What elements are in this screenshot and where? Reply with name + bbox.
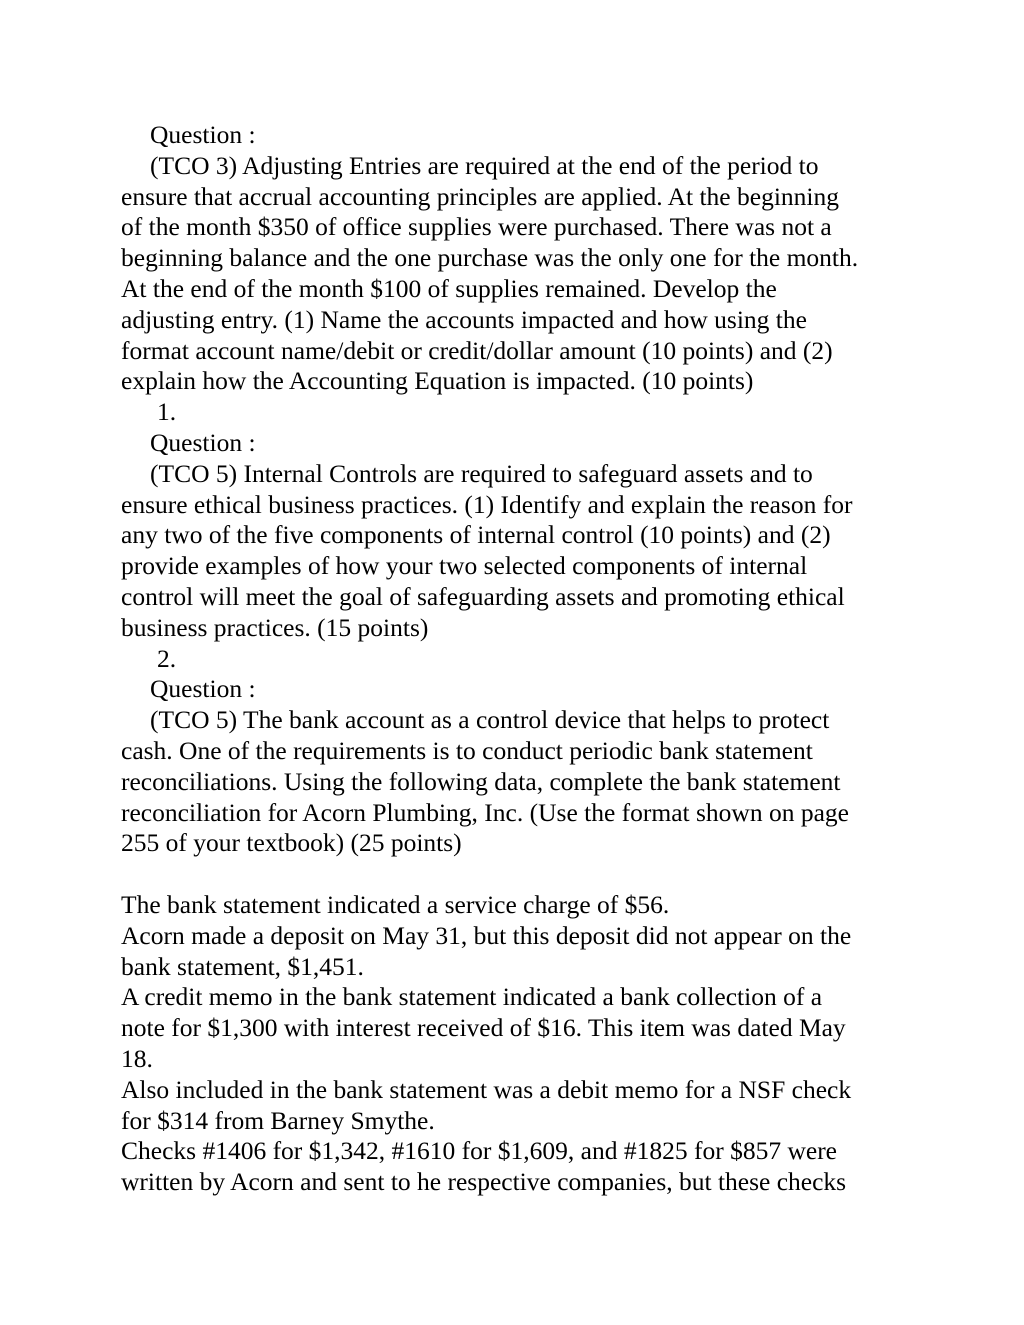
question-1-text-line: adjusting entry. (1) Name the accounts impacted and how using the (121, 304, 807, 334)
question-2-text-line: any two of the five components of internal control (10 points) and (2) (121, 520, 831, 550)
data-line: 18. (121, 1043, 153, 1073)
question-2-text-line: ensure ethical business practices. (1) Identify and explain the reason for (121, 489, 853, 519)
question-1-text-line: explain how the Accounting Equation is impacted. (10 points) (121, 366, 754, 396)
question-1-text-line: ensure that accrual accounting principles are applied. At the beginning (121, 181, 839, 211)
question-3-text-line: reconciliation for Acorn Plumbing, Inc. (Use the format shown on page (121, 797, 849, 827)
data-line: for $314 from Barney Smythe. (121, 1105, 435, 1135)
question-2-text-line: provide examples of how your two selected components of internal (121, 551, 808, 581)
question-number-1: 1. (157, 397, 177, 427)
question-number-2: 2. (157, 643, 177, 673)
data-line: bank statement, $1,451. (121, 951, 364, 981)
blank-line (121, 859, 911, 890)
question-2-text-line: (TCO 5) Internal Controls are required to safeguard assets and to (150, 458, 813, 488)
question-3-text-line: reconciliations. Using the following data, complete the bank statement (121, 766, 841, 796)
question-3-text-line: cash. One of the requirements is to conduct periodic bank statement (121, 735, 813, 765)
data-line: written by Acorn and sent to he respective companies, but these checks (121, 1167, 847, 1197)
data-line: note for $1,300 with interest received of $16. This item was dated May (121, 1013, 846, 1043)
data-line: A credit memo in the bank statement indicated a bank collection of a (121, 982, 823, 1012)
question-1-text-line: At the end of the month $100 of supplies remained. Develop the (121, 273, 777, 303)
question-1-text-line: (TCO 3) Adjusting Entries are required at the end of the period to (150, 150, 819, 180)
data-line: Checks #1406 for $1,342, #1610 for $1,609, and #1825 for $857 were (121, 1136, 838, 1166)
question-2-text-line: control will meet the goal of safeguarding assets and promoting ethical (121, 581, 845, 611)
question-3-heading: Question : (150, 674, 256, 704)
question-2-heading: Question : (150, 427, 256, 457)
question-1-text-line: of the month $350 of office supplies were purchased. There was not a (121, 212, 832, 242)
data-line: The bank statement indicated a service charge of $56. (121, 889, 670, 919)
question-1-text-line: format account name/debit or credit/dollar amount (10 points) and (2) (121, 335, 833, 365)
question-1-text-line: beginning balance and the one purchase was the only one for the month. (121, 243, 859, 273)
question-1-heading: Question : (150, 120, 256, 149)
document-page (121, 120, 911, 1198)
data-line: Acorn made a deposit on May 31, but this deposit did not appear on the (121, 920, 852, 950)
question-3-text-line: (TCO 5) The bank account as a control device that helps to protect (150, 705, 830, 735)
question-3-text-line: 255 of your textbook) (25 points) (121, 828, 462, 858)
data-line: Also included in the bank statement was a debit memo for a NSF check (121, 1074, 852, 1104)
question-2-text-line: business practices. (15 points) (121, 612, 429, 642)
